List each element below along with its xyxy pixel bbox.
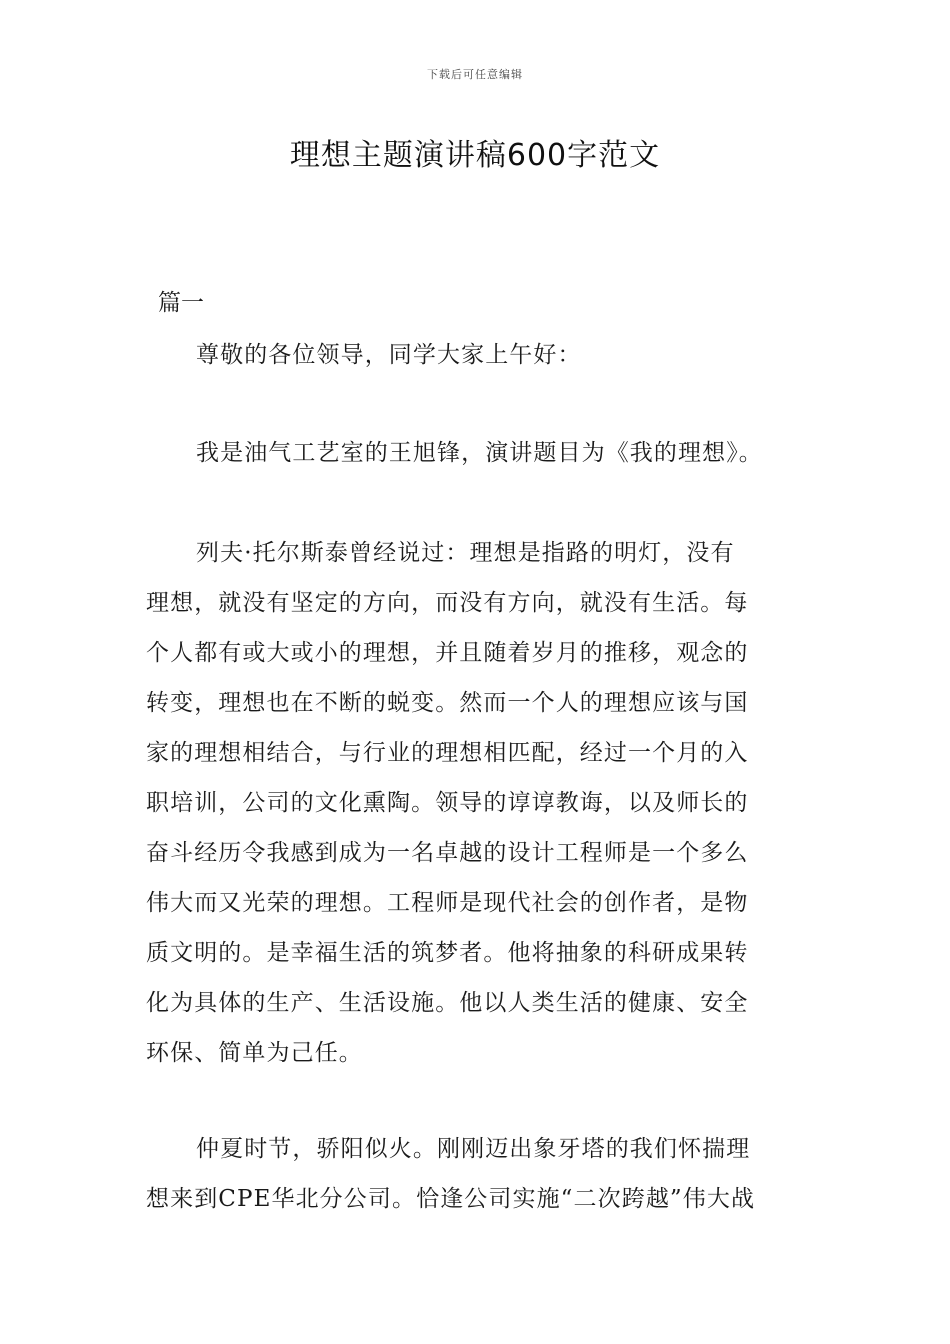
paragraph-line: 质文明的。是幸福生活的筑梦者。他将抽象的科研成果转 [146,940,749,966]
paragraph-line: 转变，理想也在不断的蜕变。然而一个人的理想应该与国 [146,690,749,716]
paragraph-line: 理想，就没有坚定的方向，而没有方向，就没有生活。每 [146,590,749,616]
paragraph-line: 家的理想相结合，与行业的理想相匹配，经过一个月的入 [146,740,749,766]
paragraph-line: 环保、简单为己任。 [146,1040,363,1066]
intro-line: 我是油气工艺室的王旭锋，演讲题目为《我的理想》。 [196,440,763,466]
header-note: 下载后可任意编辑 [427,68,523,81]
paragraph-line: 伟大而又光荣的理想。工程师是现代社会的创作者，是物 [146,890,749,916]
paragraph-line: 个人都有或大或小的理想，并且随着岁月的推移，观念的 [146,640,749,666]
document-title: 理想主题演讲稿600字范文 [289,138,661,173]
paragraph-line: 奋斗经历令我感到成为一名卓越的设计工程师是一个多么 [146,840,749,866]
greeting-line: 尊敬的各位领导，同学大家上午好： [196,342,582,368]
paragraph-line: 职培训，公司的文化熏陶。领导的谆谆教诲，以及师长的 [146,790,749,816]
paragraph-line: 化为具体的生产、生活设施。他以人类生活的健康、安全 [146,990,749,1016]
paragraph-line: 仲夏时节，骄阳似火。刚刚迈出象牙塔的我们怀揣理 [196,1136,751,1162]
paragraph-line: 想来到CPE华北分公司。恰逢公司实施“二次跨越”伟大战 [146,1186,756,1212]
paragraph-line: 列夫·托尔斯泰曾经说过：理想是指路的明灯，没有 [196,540,735,566]
section-label: 篇一 [158,290,204,316]
